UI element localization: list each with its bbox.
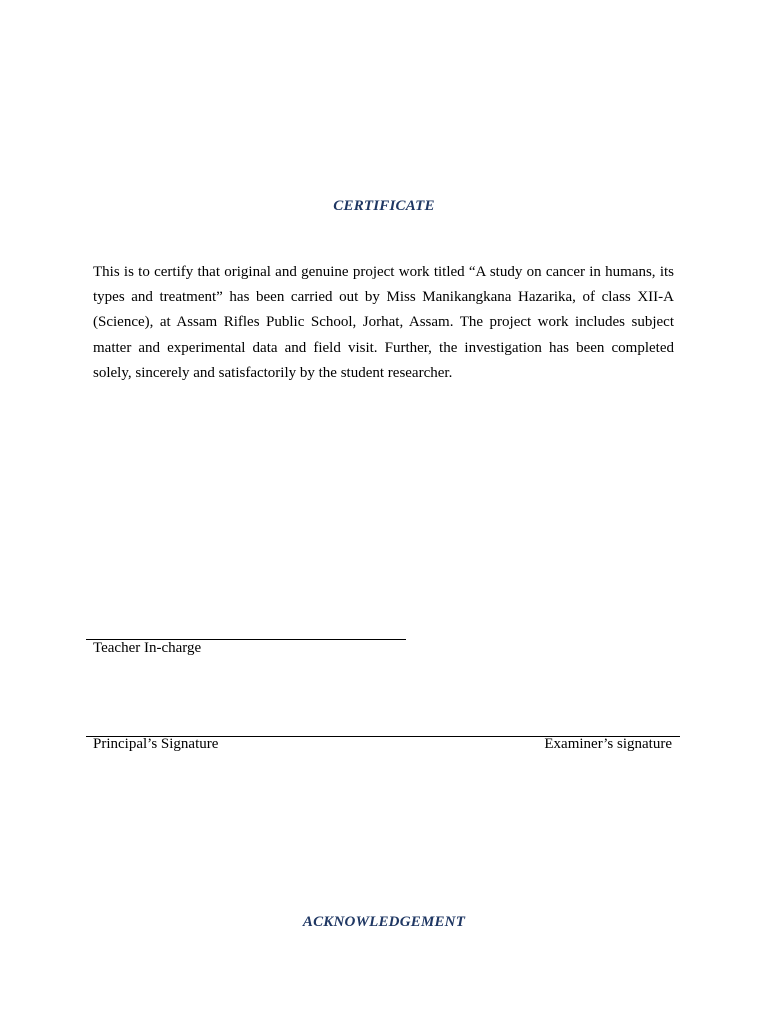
acknowledgement-title: ACKNOWLEDGEMENT	[302, 914, 466, 930]
examiner-signature-label: Examiner’s signature	[544, 736, 672, 752]
teacher-signature-label: Teacher In-charge	[93, 640, 202, 656]
certificate-title: CERTIFICATE	[333, 198, 435, 214]
principal-signature-label: Principal’s Signature	[93, 736, 219, 752]
certificate-body: This is to certify that original and genuine project work titled “A study on cancer in humans, its types and treatment” has been carried out by Miss Manikangkana Hazarika, of class XII-A (Science), at Assam Rifles Public School, Jorhat, Assam. The project work includes subject matter and experimental data and field visit. Further, the investigation has been completed solely, sincerely and satisfactorily by the student researcher.	[93, 264, 674, 381]
